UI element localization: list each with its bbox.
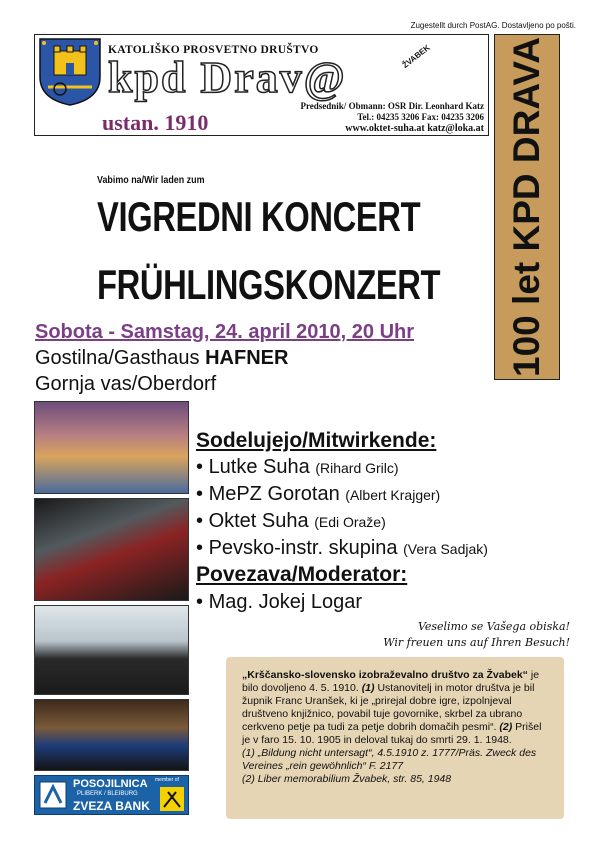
zvabek-label: ŽVABEK xyxy=(400,43,432,70)
participants-heading: Sodelujejo/Mitwirkende: xyxy=(196,429,437,452)
anniversary-text: 100 let KPD DRAVA xyxy=(506,37,547,377)
photo-vocal-group xyxy=(34,699,189,771)
title-slovene: VIGREDNI KONCERT xyxy=(97,193,421,240)
bank-name-line1: POSOJILNICA xyxy=(73,778,148,790)
postal-note: Zugestellt durch PostAG. Dostavljeno po pošti. xyxy=(410,21,576,30)
photo-octet xyxy=(34,605,189,695)
invitation-line: Vabimo na/Wir laden zum xyxy=(97,174,205,186)
event-date: Sobota - Samstag, 24. april 2010, 20 Uhr xyxy=(35,321,415,343)
participant-item: • Pevsko-instr. skupina (Vera Sadjak) xyxy=(196,537,488,559)
founded-label: ustan. 1910 xyxy=(102,110,209,135)
welcome-german: Wir freuen uns auf Ihren Besuch! xyxy=(383,636,570,649)
coat-of-arms-icon xyxy=(38,37,102,107)
welcome-slovene: Veselimo se Vašega obiska! xyxy=(417,620,570,633)
bank-logo xyxy=(34,775,189,815)
moderator-heading: Povezava/Moderator: xyxy=(196,563,408,586)
bank-member-label: member of xyxy=(155,777,179,783)
history-text: „Krščansko-slovensko izobraževalno društvo za Žvabek“ je bilo dovoljeno 4. 5. 1910. (1) Ustanovitelj in motor društva je bil župnik Franc Uranšek, ki je „prirejal dobre igre, izpolnjeval društveno knjižnico, povabil tuje govornike, skrbel za ubrano cerkveno petje pa tudi za petje dobrih domačih pesmi“. (2) Prišel je v faro 15. 10. 1905 in deloval tukaj do smrti 29. 1. 1948. (1) „Bildung nicht untersagt“, 4.5.1910 z. 1777/Präs. Zweck des Vereines „rein gewöhnlich“ F. 2177 (2) Liber memorabilium Žvabek, str. 85, 1948 xyxy=(242,669,542,785)
participant-item: • Lutke Suha (Rihard Grilc) xyxy=(196,456,399,478)
bank-emblem-icon xyxy=(39,781,67,809)
title-german: FRÜHLINGSKONZERT xyxy=(97,261,441,308)
photo-choir xyxy=(34,498,189,601)
participant-item: • MePZ Gorotan (Albert Krajger) xyxy=(196,483,441,505)
raiffeisen-icon xyxy=(159,786,185,812)
moderator-item: • Mag. Jokej Logar xyxy=(196,591,362,613)
logo-text: kpd Drav@ xyxy=(108,53,347,102)
venue-line: Gostilna/Gasthaus HAFNER xyxy=(35,347,289,369)
president-line: Predsednik/ Obmann: OSR Dir. Leonhard Katz xyxy=(300,101,484,111)
web-email-line: www.oktet-suha.at katz@loka.at xyxy=(345,123,484,134)
participant-item: • Oktet Suha (Edi Oraže) xyxy=(196,510,386,532)
bank-name-line3: ZVEZA BANK xyxy=(73,799,150,813)
photo-puppets xyxy=(34,401,189,494)
organization-name: KATOLIŠKO PROSVETNO DRUŠTVO xyxy=(108,44,319,56)
bank-name-line2: PLIBERK / BLEIBURG xyxy=(77,791,138,797)
phone-line: Tel.: 04235 3206 Fax: 04235 3206 xyxy=(357,112,484,122)
venue-place: Gornja vas/Oberdorf xyxy=(35,373,217,395)
